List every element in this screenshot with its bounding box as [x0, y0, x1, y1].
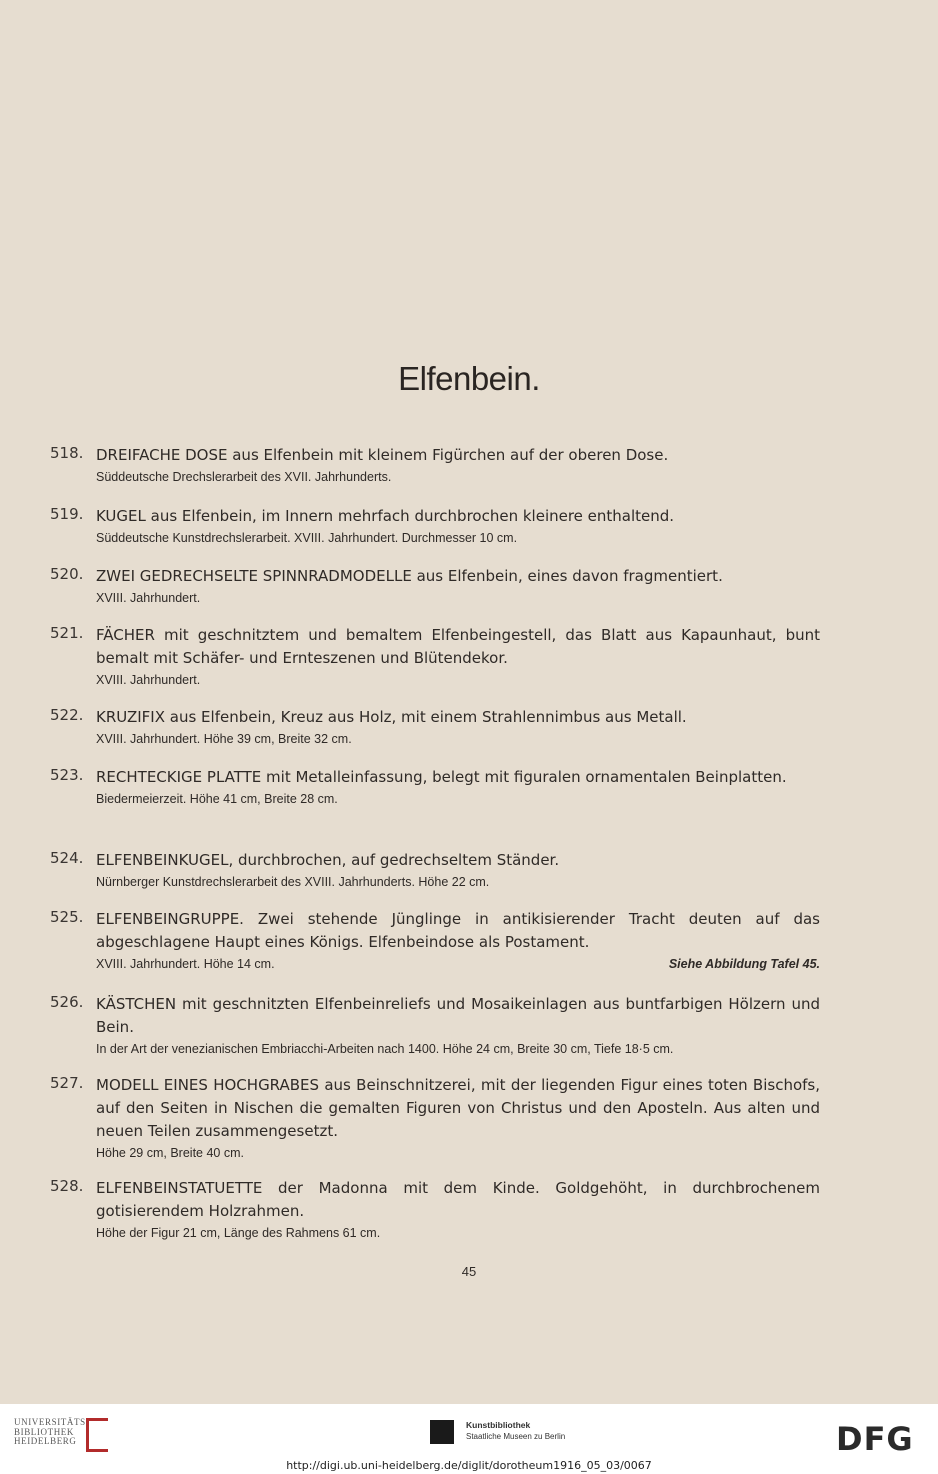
entry-details: Biedermeierzeit. Höhe 41 cm, Breite 28 cm.: [96, 792, 338, 806]
entry-details-row: [96, 955, 820, 973]
logo-line: HEIDELBERG: [14, 1436, 77, 1446]
page-title: Elfenbein.: [398, 360, 540, 397]
entry-details: Höhe der Figur 21 cm, Länge des Rahmens 61 cm.: [96, 1226, 381, 1240]
entry-number: 520.: [50, 565, 84, 583]
entry-number: 528.: [50, 1177, 84, 1195]
university-mark-icon: [86, 1418, 108, 1452]
dfg-logo[interactable]: DFG: [836, 1420, 914, 1458]
entry-details: In der Art der venezianischen Embriacchi-Arbeiten nach 1400. Höhe 24 cm, Breite 30 cm, Tiefe 18·5 cm.: [96, 1042, 674, 1056]
kb-subtitle: Staatliche Museen zu Berlin: [466, 1432, 566, 1441]
catalog-entry-524: [50, 849, 820, 891]
entry-number: 522.: [50, 706, 84, 724]
entry-number: 519.: [50, 505, 84, 523]
catalog-entry-518: [50, 444, 820, 486]
entry-details: XVIII. Jahrhundert. Höhe 39 cm, Breite 32 cm.: [96, 732, 352, 746]
catalog-entry-523: [50, 766, 820, 808]
entry-description: MODELL EINES HOCHGRABES aus Beinschnitzerei, mit der liegenden Figur eines toten Bischofs, auf den Seiten in Nischen die gemalten Figuren von Christus und den Aposteln. Aus alten und neuen Teilen zusammengesetzt.: [96, 1076, 820, 1140]
entry-description: KÄSTCHEN mit geschnitzten Elfenbeinreliefs und Mosaikeinlagen aus buntfarbigen Hölzern und Bein.: [96, 995, 820, 1036]
entry-details: Nürnberger Kunstdrechslerarbeit des XVIII. Jahrhunderts. Höhe 22 cm.: [96, 875, 490, 889]
entry-description: ELFENBEINKUGEL, durchbrochen, auf gedrechseltem Ständer.: [96, 851, 560, 869]
entry-description: ELFENBEINGRUPPE. Zwei stehende Jünglinge in antikisierender Tracht deuten auf das abgeschlagene Haupt eines Königs. Elfenbeindose als Postament.: [96, 910, 820, 951]
entry-description: ZWEI GEDRECHSELTE SPINNRADMODELLE aus Elfenbein, eines davon fragmentiert.: [96, 567, 723, 585]
entry-description: RECHTECKIGE PLATTE mit Metalleinfassung, belegt mit figuralen ornamentalen Beinplatten.: [96, 768, 787, 786]
university-library-logo[interactable]: [14, 1418, 89, 1447]
entry-number: 523.: [50, 766, 84, 784]
catalog-entry-527: [50, 1074, 820, 1162]
entry-description: DREIFACHE DOSE aus Elfenbein mit kleinem Figürchen auf der oberen Dose.: [96, 446, 669, 464]
kb-name: Kunstbibliothek: [466, 1420, 531, 1430]
entry-number: 518.: [50, 444, 84, 462]
entry-number: 525.: [50, 908, 84, 926]
entry-number: 526.: [50, 993, 84, 1011]
entry-description: KUGEL aus Elfenbein, im Innern mehrfach durchbrochen kleinere enthaltend.: [96, 507, 675, 525]
catalog-entry-525: [50, 908, 820, 973]
kunstbibliothek-label: [466, 1420, 565, 1442]
catalog-entry-521: [50, 624, 820, 689]
page-number: 45: [461, 1264, 477, 1279]
catalog-entry-522: [50, 706, 820, 748]
plate-reference: Siehe Abbildung Tafel 45.: [668, 957, 820, 971]
entry-details: Süddeutsche Drechslerarbeit des XVII. Jahrhunderts.: [96, 470, 392, 484]
entry-details: Höhe 29 cm, Breite 40 cm.: [96, 1146, 244, 1160]
viewer-footer: [0, 1404, 938, 1474]
entry-description: FÄCHER mit geschnitztem und bemaltem Elfenbeingestell, das Blatt aus Kapaunhaut, bunt bemalt mit Schäfer- und Ernteszenen und Blütendekor.: [96, 626, 820, 667]
catalog-entry-519: [50, 505, 820, 547]
catalog-entry-520: [50, 565, 820, 607]
entry-description: KRUZIFIX aus Elfenbein, Kreuz aus Holz, mit einem Strahlennimbus aus Metall.: [96, 708, 687, 726]
entry-description: ELFENBEINSTATUETTE der Madonna mit dem Kinde. Goldgehöht, in durchbrochenem gotisierendem Holzrahmen.: [96, 1179, 820, 1220]
catalog-entry-528: [50, 1177, 820, 1242]
entry-number: 524.: [50, 849, 84, 867]
entry-details: XVIII. Jahrhundert. Höhe 14 cm.: [96, 957, 275, 971]
entry-details: Süddeutsche Kunstdrechslerarbeit. XVIII. Jahrhundert. Durchmesser 10 cm.: [96, 531, 518, 545]
kunstbibliothek-logo-icon[interactable]: [430, 1420, 454, 1444]
page-url[interactable]: http://digi.ub.uni-heidelberg.de/diglit/dorotheum1916_05_03/0067: [286, 1459, 652, 1472]
entry-details: XVIII. Jahrhundert.: [96, 673, 201, 687]
entry-number: 521.: [50, 624, 84, 642]
catalog-entry-526: [50, 993, 820, 1058]
logo-line: BIBLIOTHEK: [14, 1426, 74, 1437]
logo-line: UNIVERSITÄTS-: [14, 1417, 90, 1427]
entry-details: XVIII. Jahrhundert.: [96, 591, 201, 605]
entry-number: 527.: [50, 1074, 84, 1092]
